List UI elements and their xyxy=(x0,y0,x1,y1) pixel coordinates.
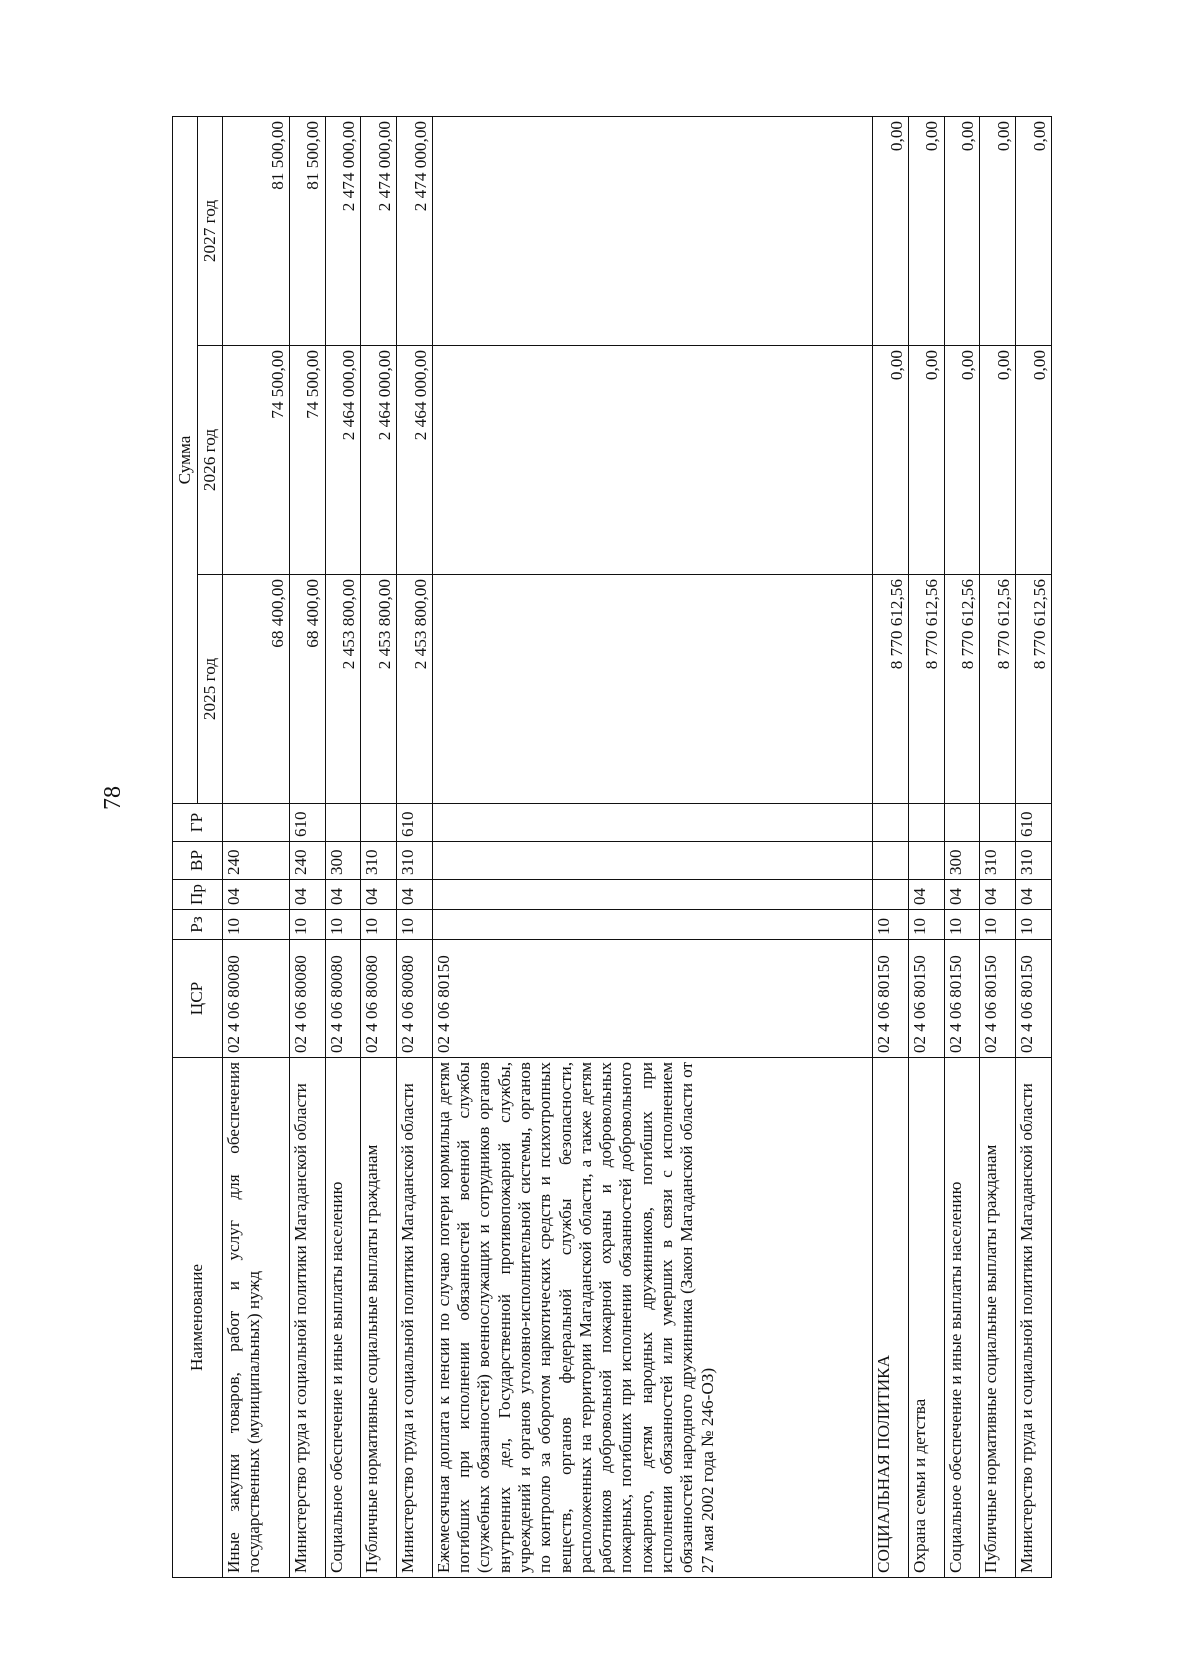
row-vr: 310 xyxy=(1016,842,1052,880)
row-sum-2025: 68 400,00 xyxy=(223,575,290,804)
row-sum-2026: 0,00 xyxy=(909,346,945,575)
row-name: Охрана семьи и детства xyxy=(909,1058,945,1578)
row-sum-2025: 2 453 800,00 xyxy=(325,575,361,804)
row-rz: 10 xyxy=(289,910,325,940)
row-pr: 04 xyxy=(397,880,433,910)
row-csr: 02 4 06 80150 xyxy=(432,940,872,1058)
row-gr xyxy=(361,804,397,842)
row-rz xyxy=(432,910,872,940)
row-csr: 02 4 06 80080 xyxy=(325,940,361,1058)
row-vr: 240 xyxy=(223,842,290,880)
table-row xyxy=(325,116,361,1577)
row-gr xyxy=(944,804,980,842)
row-rz: 10 xyxy=(397,910,433,940)
row-vr: 310 xyxy=(361,842,397,880)
row-sum-2027: 0,00 xyxy=(873,116,909,345)
table-row xyxy=(289,116,325,1577)
row-sum-2027: 81 500,00 xyxy=(223,116,290,345)
row-sum-2026: 74 500,00 xyxy=(223,346,290,575)
row-pr: 04 xyxy=(223,880,290,910)
header-pr: Пр xyxy=(173,880,223,910)
row-gr: 610 xyxy=(397,804,433,842)
row-pr: 04 xyxy=(289,880,325,910)
row-name: Иные закупки товаров, работ и услуг для обеспечения государственных (муниципальных) нужд xyxy=(223,1058,290,1578)
row-name: Министерство труда и социальной политики Магаданской области xyxy=(397,1058,433,1578)
row-sum-2026: 0,00 xyxy=(944,346,980,575)
row-vr: 310 xyxy=(397,842,433,880)
row-sum-2027: 0,00 xyxy=(909,116,945,345)
row-sum-2026: 2 464 000,00 xyxy=(397,346,433,575)
header-2026: 2026 год xyxy=(198,346,223,575)
row-gr xyxy=(325,804,361,842)
row-sum-2025: 8 770 612,56 xyxy=(944,575,980,804)
row-rz: 10 xyxy=(909,910,945,940)
row-csr: 02 4 06 80150 xyxy=(909,940,945,1058)
row-rz: 10 xyxy=(361,910,397,940)
header-csr: ЦСР xyxy=(173,940,223,1058)
row-sum-2027: 0,00 xyxy=(1016,116,1052,345)
header-row-top xyxy=(173,116,198,1577)
row-name: Социальное обеспечение и иные выплаты населению xyxy=(325,1058,361,1578)
row-csr: 02 4 06 80150 xyxy=(944,940,980,1058)
row-sum-2026: 74 500,00 xyxy=(289,346,325,575)
row-sum-2026: 0,00 xyxy=(873,346,909,575)
row-sum-2027: 2 474 000,00 xyxy=(361,116,397,345)
row-rz: 10 xyxy=(223,910,290,940)
row-sum-2025: 2 453 800,00 xyxy=(361,575,397,804)
row-csr: 02 4 06 80150 xyxy=(980,940,1016,1058)
row-sum-2025: 8 770 612,56 xyxy=(909,575,945,804)
row-sum-2027 xyxy=(432,116,872,345)
row-gr: 610 xyxy=(289,804,325,842)
row-gr xyxy=(873,804,909,842)
row-csr: 02 4 06 80080 xyxy=(289,940,325,1058)
row-pr: 04 xyxy=(980,880,1016,910)
table-row xyxy=(432,116,872,1577)
row-pr: 04 xyxy=(325,880,361,910)
row-gr: 610 xyxy=(1016,804,1052,842)
row-name: Министерство труда и социальной политики Магаданской области xyxy=(1016,1058,1052,1578)
row-rz: 10 xyxy=(980,910,1016,940)
row-vr: 310 xyxy=(980,842,1016,880)
row-vr xyxy=(432,842,872,880)
header-sum: Сумма xyxy=(173,116,198,803)
row-sum-2025: 8 770 612,56 xyxy=(1016,575,1052,804)
header-2025: 2025 год xyxy=(198,575,223,804)
row-gr xyxy=(909,804,945,842)
row-vr: 240 xyxy=(289,842,325,880)
row-gr xyxy=(980,804,1016,842)
row-name: Публичные нормативные социальные выплаты гражданам xyxy=(361,1058,397,1578)
header-rz: Рз xyxy=(173,910,223,940)
row-csr: 02 4 06 80080 xyxy=(361,940,397,1058)
row-sum-2025 xyxy=(432,575,872,804)
row-name: Публичные нормативные социальные выплаты гражданам xyxy=(980,1058,1016,1578)
row-rz: 10 xyxy=(1016,910,1052,940)
row-pr: 04 xyxy=(944,880,980,910)
table-row xyxy=(223,116,290,1577)
table-row xyxy=(980,116,1016,1577)
row-gr xyxy=(223,804,290,842)
row-name: Социальное обеспечение и иные выплаты населению xyxy=(944,1058,980,1578)
row-name: СОЦИАЛЬНАЯ ПОЛИТИКА xyxy=(873,1058,909,1578)
row-rz: 10 xyxy=(325,910,361,940)
page-number: 78 xyxy=(100,786,126,810)
row-sum-2027: 0,00 xyxy=(944,116,980,345)
row-csr: 02 4 06 80080 xyxy=(223,940,290,1058)
budget-table-wrapper xyxy=(172,118,1052,1578)
row-sum-2025: 8 770 612,56 xyxy=(980,575,1016,804)
row-sum-2026: 0,00 xyxy=(1016,346,1052,575)
table-row xyxy=(1016,116,1052,1577)
row-sum-2026 xyxy=(432,346,872,575)
row-gr xyxy=(432,804,872,842)
row-sum-2027: 0,00 xyxy=(980,116,1016,345)
row-sum-2025: 8 770 612,56 xyxy=(873,575,909,804)
row-csr: 02 4 06 80150 xyxy=(873,940,909,1058)
table-row xyxy=(944,116,980,1577)
row-csr: 02 4 06 80150 xyxy=(1016,940,1052,1058)
row-sum-2025: 2 453 800,00 xyxy=(397,575,433,804)
row-sum-2025: 68 400,00 xyxy=(289,575,325,804)
table-row xyxy=(361,116,397,1577)
row-csr: 02 4 06 80080 xyxy=(397,940,433,1058)
header-2027: 2027 год xyxy=(198,116,223,345)
header-name: Наименование xyxy=(173,1058,223,1578)
row-pr: 04 xyxy=(361,880,397,910)
row-name: Министерство труда и социальной политики Магаданской области xyxy=(289,1058,325,1578)
row-pr xyxy=(432,880,872,910)
row-name: Ежемесячная доплата к пенсии по случаю потери кормильца детям погибших при исполнении обязанностей военной службы (служебных обязанностей) военнослужащих и сотрудников органов внутренних дел, Государственной противопожарной службы, учреждений и органов уголовно-исполнительной системы, органов по контролю за оборотом наркотических средств и психотропных веществ, органов федеральной службы безопасности, расположенных на территории Магаданской области, а также детям работников добровольной пожарной охраны и добровольных пожарных, погибших при исполнении обязанностей добровольного пожарного, детям народных дружинников, погибших при исполнении обязанностей или умерших в связи с исполнением обязанностей народного дружинника (Закон Магаданской области от 27 мая 2002 года № 246-ОЗ) xyxy=(432,1058,872,1578)
row-vr xyxy=(873,842,909,880)
table-row xyxy=(873,116,909,1577)
row-pr xyxy=(873,880,909,910)
header-vr: ВР xyxy=(173,842,223,880)
table-body xyxy=(223,116,1052,1577)
row-sum-2027: 81 500,00 xyxy=(289,116,325,345)
budget-table xyxy=(172,116,1052,1578)
row-vr: 300 xyxy=(325,842,361,880)
row-rz: 10 xyxy=(873,910,909,940)
row-sum-2027: 2 474 000,00 xyxy=(325,116,361,345)
table-row xyxy=(397,116,433,1577)
header-gr: ГР xyxy=(173,804,223,842)
row-sum-2027: 2 474 000,00 xyxy=(397,116,433,345)
row-vr: 300 xyxy=(944,842,980,880)
table-row xyxy=(909,116,945,1577)
row-pr: 04 xyxy=(909,880,945,910)
row-sum-2026: 2 464 000,00 xyxy=(325,346,361,575)
row-rz: 10 xyxy=(944,910,980,940)
row-sum-2026: 0,00 xyxy=(980,346,1016,575)
row-sum-2026: 2 464 000,00 xyxy=(361,346,397,575)
row-pr: 04 xyxy=(1016,880,1052,910)
row-vr xyxy=(909,842,945,880)
